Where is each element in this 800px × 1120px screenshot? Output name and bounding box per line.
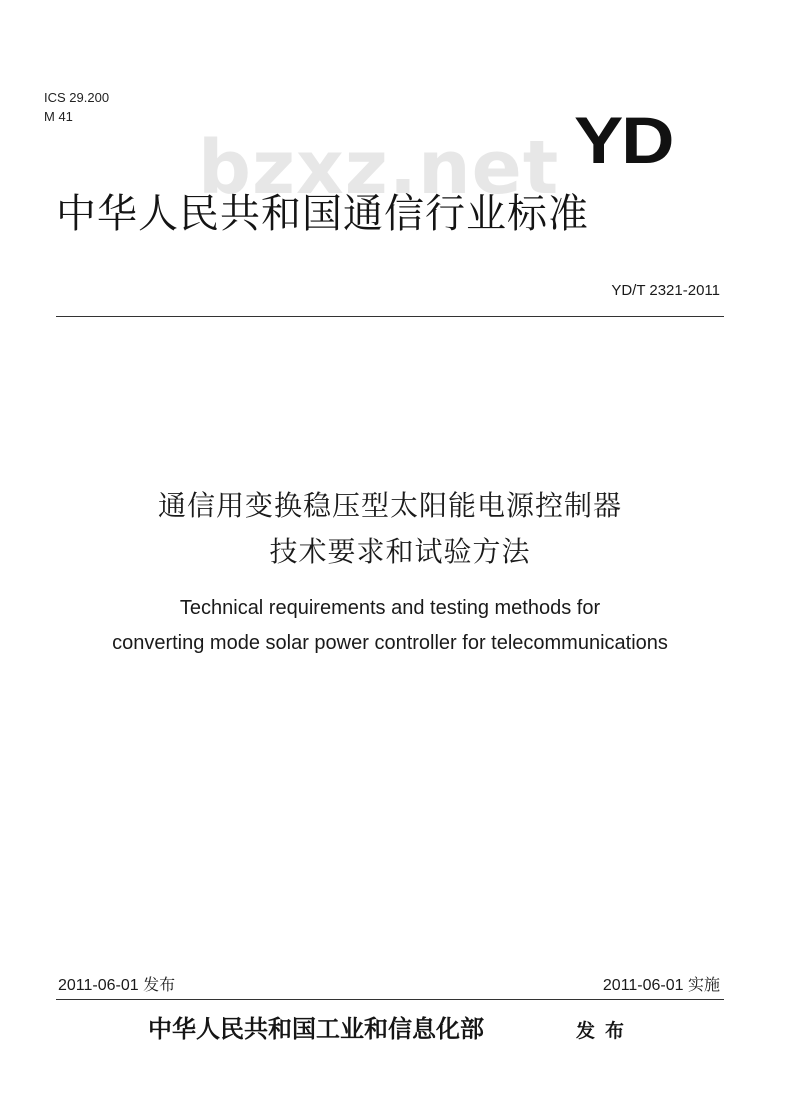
watermark: bzxz.net <box>198 125 560 211</box>
top-divider <box>56 316 724 317</box>
issue-action: 发布 <box>576 1020 635 1042</box>
classification-codes <box>44 88 109 126</box>
title-zh-line1: 通信用变换稳压型太阳能电源控制器 <box>157 489 622 522</box>
bottom-divider <box>56 999 724 1000</box>
issuing-authority: 中华人民共和国工业和信息化部 <box>148 1014 484 1043</box>
standard-number: YD/T 2321-2011 <box>611 282 720 299</box>
title-en-line1: Technical requirements and testing methods for <box>179 597 601 619</box>
title-zh-line2: 技术要求和试验方法 <box>269 535 531 568</box>
ics-code: ICS 29.200 <box>44 90 110 105</box>
title-en-line2: converting mode solar power controller for telecommunications <box>112 632 668 654</box>
issue-date: 2011-06-01 发布 <box>58 977 176 994</box>
implementation-date: 2011-06-01 实施 <box>602 977 720 994</box>
ccs-code: M 41 <box>44 109 73 124</box>
standard-type-heading: 中华人民共和国通信行业标准 <box>56 191 589 237</box>
yd-logo: YD <box>574 103 673 177</box>
